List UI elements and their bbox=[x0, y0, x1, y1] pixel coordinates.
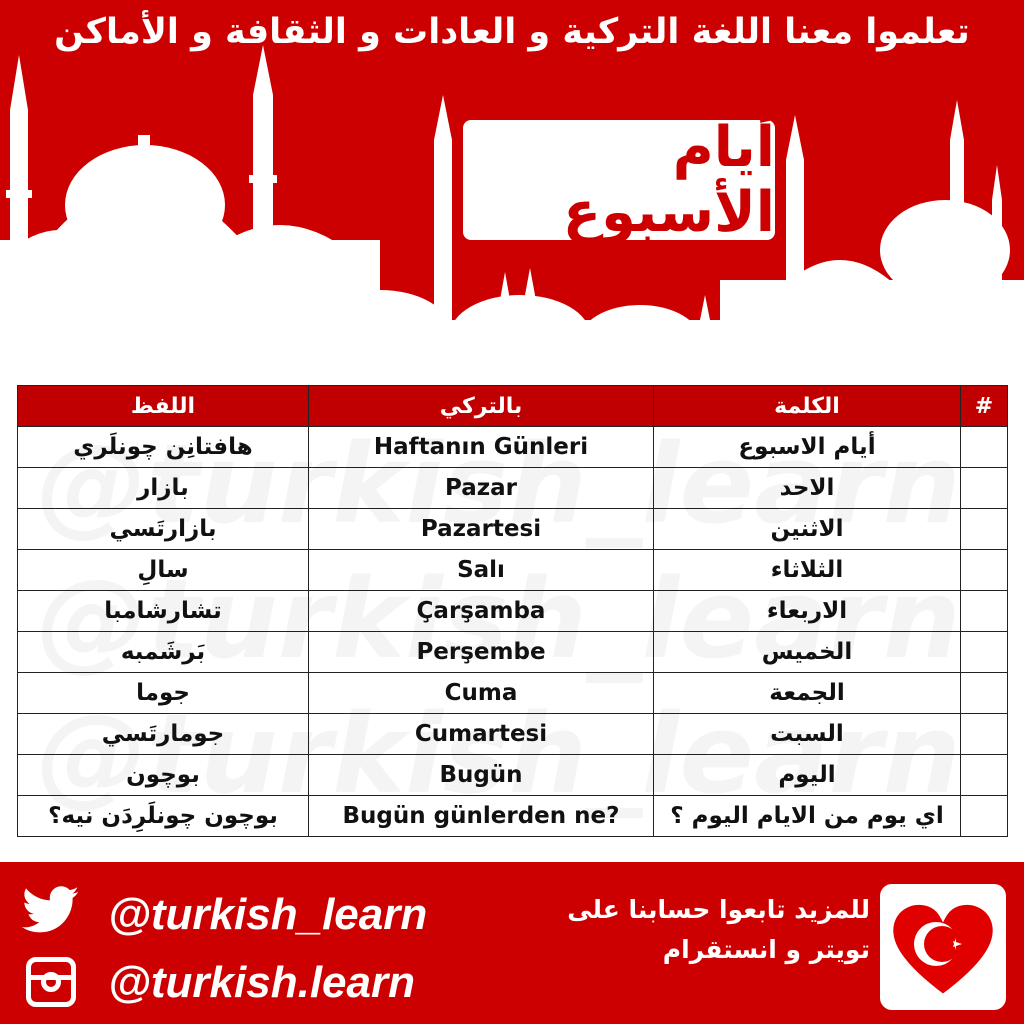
table-row bbox=[18, 632, 1008, 673]
cell-turkish: Çarşamba bbox=[309, 591, 654, 632]
table-row bbox=[18, 673, 1008, 714]
table-row bbox=[18, 468, 1008, 509]
cell-word: السبت bbox=[654, 714, 961, 755]
column-header-pronunciation: اللفظ bbox=[18, 386, 309, 427]
cell-turkish: Bugün günlerden ne? bbox=[309, 796, 654, 837]
cell-number: .1 bbox=[961, 427, 1008, 468]
cell-number: .10 bbox=[961, 796, 1008, 837]
instagram-camera-icon[interactable] bbox=[26, 957, 76, 1007]
table-row bbox=[18, 755, 1008, 796]
cell-pronunciation: جوما bbox=[18, 673, 309, 714]
follow-line-1: للمزيد تابعوا حسابنا على bbox=[567, 895, 870, 924]
cell-word: الثلاثاء bbox=[654, 550, 961, 591]
tagline: تعلموا معنا اللغة التركية و العادات و الثقافة و الأماكن bbox=[54, 12, 970, 52]
cell-pronunciation: هافتانِن چونلَري bbox=[18, 427, 309, 468]
topic-title-box bbox=[463, 115, 775, 245]
header-banner bbox=[0, 0, 1024, 380]
cell-pronunciation: بازار bbox=[18, 468, 309, 509]
column-header-number: # bbox=[961, 386, 1008, 427]
vocabulary-table bbox=[17, 385, 1008, 837]
instagram-handle[interactable]: @turkish.learn bbox=[108, 958, 415, 1007]
cell-turkish: Haftanın Günleri bbox=[309, 427, 654, 468]
cell-number: .4 bbox=[961, 550, 1008, 591]
table-row bbox=[18, 714, 1008, 755]
turkish-flag-heart-icon bbox=[880, 884, 1006, 1010]
cell-pronunciation: سالِ bbox=[18, 550, 309, 591]
cell-word: اي يوم من الايام اليوم ؟ bbox=[654, 796, 961, 837]
table-header-row bbox=[18, 386, 1008, 427]
cell-number: .2 bbox=[961, 468, 1008, 509]
cell-word: الاحد bbox=[654, 468, 961, 509]
table-row bbox=[18, 796, 1008, 837]
table-row bbox=[18, 509, 1008, 550]
cell-pronunciation: بوچون چونلَرِدَن نيه؟ bbox=[18, 796, 309, 837]
twitter-handle[interactable]: @turkish_learn bbox=[108, 890, 428, 939]
cell-turkish: Pazartesi bbox=[309, 509, 654, 550]
follow-line-2: تويتر و انستقرام bbox=[662, 935, 870, 964]
table-row bbox=[18, 427, 1008, 468]
follow-note bbox=[540, 890, 870, 970]
cell-word: الاربعاء bbox=[654, 591, 961, 632]
instagram-lens bbox=[41, 972, 61, 992]
cell-pronunciation: بازارتَسي bbox=[18, 509, 309, 550]
cell-turkish: Cumartesi bbox=[309, 714, 654, 755]
cell-word: الخميس bbox=[654, 632, 961, 673]
cell-word: الجمعة bbox=[654, 673, 961, 714]
vocabulary-table-wrap bbox=[17, 385, 1007, 837]
cell-turkish: Cuma bbox=[309, 673, 654, 714]
table-row bbox=[18, 550, 1008, 591]
cell-turkish: Bugün bbox=[309, 755, 654, 796]
cell-word: اليوم bbox=[654, 755, 961, 796]
cell-pronunciation: بوچون bbox=[18, 755, 309, 796]
logo-badge bbox=[880, 884, 1006, 1010]
footer-banner bbox=[0, 862, 1024, 1024]
column-header-turkish: بالتركي bbox=[309, 386, 654, 427]
cell-turkish: Pazar bbox=[309, 468, 654, 509]
cell-number: .7 bbox=[961, 673, 1008, 714]
cell-pronunciation: جومارتَسي bbox=[18, 714, 309, 755]
table-row bbox=[18, 591, 1008, 632]
cell-pronunciation: تشارشامبا bbox=[18, 591, 309, 632]
cell-number: .6 bbox=[961, 632, 1008, 673]
cell-turkish: Perşembe bbox=[309, 632, 654, 673]
cell-turkish: Salı bbox=[309, 550, 654, 591]
cell-number: .8 bbox=[961, 714, 1008, 755]
cell-number: .5 bbox=[961, 591, 1008, 632]
cell-number: .3 bbox=[961, 509, 1008, 550]
cell-pronunciation: بَرشَمبه bbox=[18, 632, 309, 673]
cell-word: الاثنين bbox=[654, 509, 961, 550]
column-header-word: الكلمة bbox=[654, 386, 961, 427]
cell-word: أيام الاسبوع bbox=[654, 427, 961, 468]
topic-title: أيام الأسبوع bbox=[562, 115, 775, 245]
twitter-bird-icon[interactable] bbox=[22, 886, 80, 934]
cell-number: .9 bbox=[961, 755, 1008, 796]
